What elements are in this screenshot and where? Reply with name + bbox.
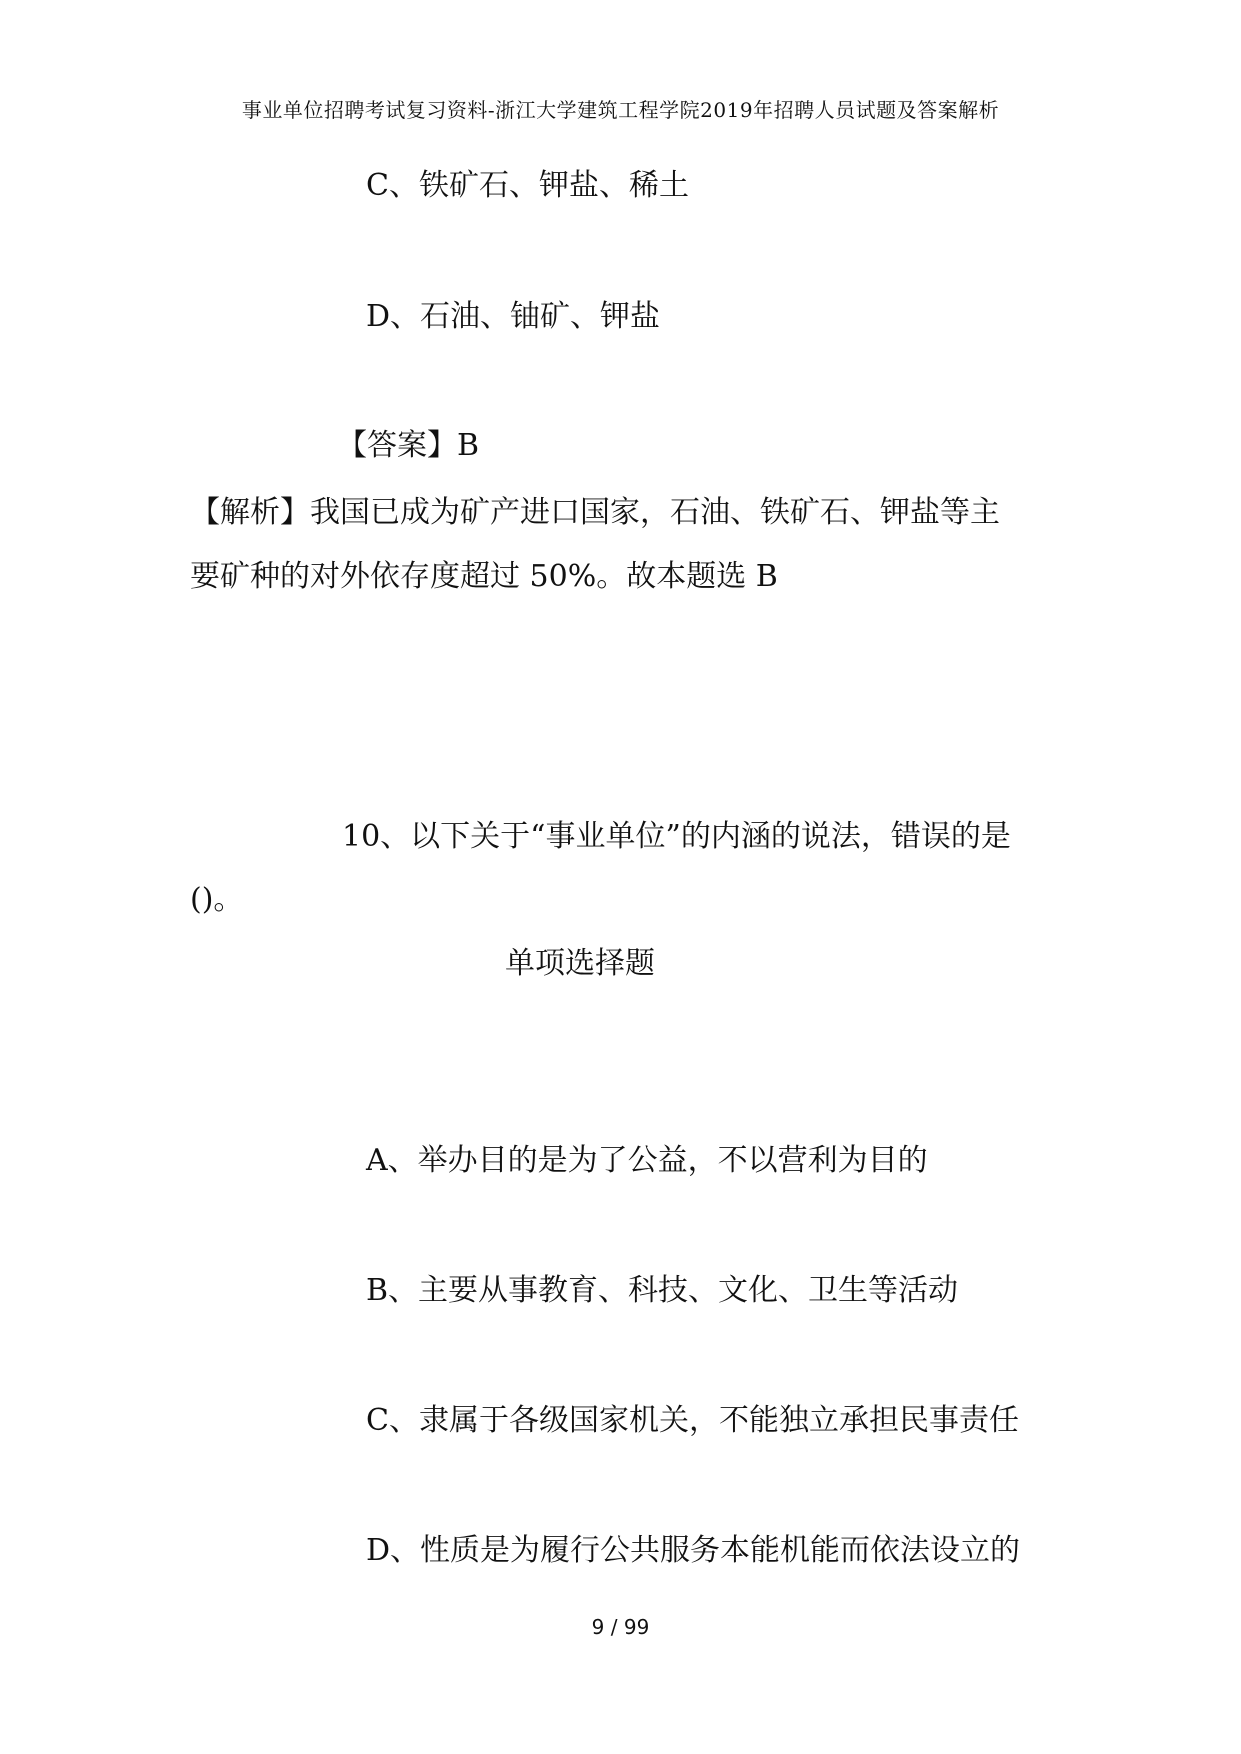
answer-line: 【答案】B: [337, 428, 480, 463]
page-number: 9 / 99: [591, 1615, 650, 1639]
analysis-line-2: 要矿种的对外依存度超过 50%。故本题选 B: [190, 559, 778, 594]
page-header-title: 事业单位招聘考试复习资料-浙江大学建筑工程学院2019年招聘人员试题及答案解析: [241, 98, 1000, 122]
option-d-line: D、石油、铀矿、钾盐: [366, 299, 661, 334]
option-d-line: D、性质是为履行公共服务本能机能而依法设立的: [366, 1533, 1021, 1568]
option-c-line: C、隶属于各级国家机关，不能独立承担民事责任: [366, 1403, 1019, 1438]
option-c-line: C、铁矿石、钾盐、稀土: [366, 168, 689, 203]
question-stem-line-1: 10、以下关于“事业单位”的内涵的说法，错误的是: [342, 819, 1011, 854]
option-b-line: B、主要从事教育、科技、文化、卫生等活动: [366, 1273, 959, 1308]
question-stem-line-2: ()。: [190, 882, 244, 917]
option-a-line: A、举办目的是为了公益，不以营利为目的: [366, 1143, 928, 1178]
question-type-label: 单项选择题: [505, 946, 655, 981]
analysis-line-1: 【解析】我国已成为矿产进口国家，石油、铁矿石、钾盐等主: [190, 495, 1000, 530]
